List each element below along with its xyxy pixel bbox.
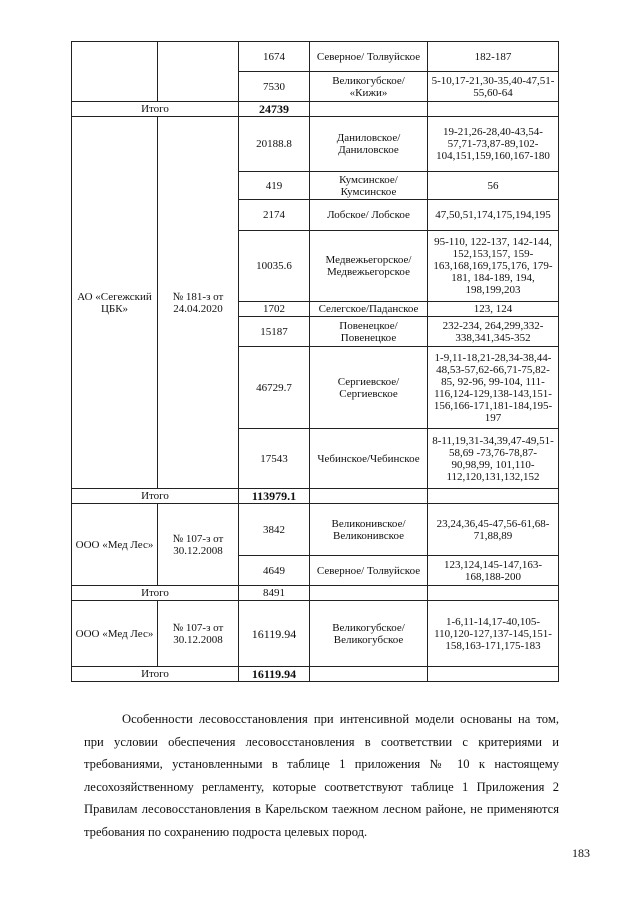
forestry-cell: Великогубское/ «Кижи» [310,72,428,102]
quarters-cell: 47,50,51,174,175,194,195 [428,200,559,231]
forestry-cell: Лобское/ Лобское [310,200,428,231]
table-row [72,601,559,667]
total-row [72,586,559,601]
forestry-cell: Даниловское/ Даниловское [310,117,428,172]
volume-cell: 46729.7 [239,347,310,429]
tenant-cell: ООО «Мед Лес» [72,601,158,667]
forestry-cell: Северное/ Толвуйское [310,42,428,72]
quarters-cell: 23,24,36,45-47,56-61,68-71,88,89 [428,504,559,556]
total-label: Итого [72,102,239,117]
quarters-cell: 232-234, 264,299,332-338,341,345-352 [428,317,559,347]
total-value: 8491 [239,586,310,601]
contract-cell: № 107-з от 30.12.2008 [158,504,239,586]
total-value: 24739 [239,102,310,117]
quarters-cell: 5-10,17-21,30-35,40-47,51-55,60-64 [428,72,559,102]
page-number: 183 [572,846,590,860]
table-row [72,504,559,556]
volume-cell: 3842 [239,504,310,556]
volume-cell: 17543 [239,429,310,489]
tenant-cell: ООО «Мед Лес» [72,504,158,586]
contract-cell: № 181-з от 24.04.2020 [158,117,239,489]
volume-cell: 10035.6 [239,231,310,302]
volume-cell: 20188.8 [239,117,310,172]
volume-cell: 1702 [239,302,310,317]
forestry-cell: Кумсинское/Кумсинское [310,172,428,200]
forestry-cell: Чебинское/Чебинское [310,429,428,489]
forestry-cell: Селегское/Паданское [310,302,428,317]
volume-cell: 419 [239,172,310,200]
empty-contract-cell [158,42,239,102]
volume-cell: 1674 [239,42,310,72]
forestry-cell: Северное/ Толвуйское [310,556,428,586]
forest-lease-table [71,41,559,682]
total-label: Итого [72,667,239,682]
tenant-cell: АО «Сегежский ЦБК» [72,117,158,489]
total-row [72,102,559,117]
quarters-cell: 1-9,11-18,21-28,34-38,44-48,53-57,62-66,71-75,82-85, 92-96, 99-104, 111-116,124-129,138-143,151-156,166-171,181-184,195-197 [428,347,559,429]
volume-cell: 2174 [239,200,310,231]
forestry-cell: Сергиевское/ Сергиевское [310,347,428,429]
quarters-cell: 1-6,11-14,17-40,105-110,120-127,137-145,151-158,163-171,175-183 [428,601,559,667]
total-value: 113979.1 [239,489,310,504]
quarters-cell: 19-21,26-28,40-43,54-57,71-73,87-89,102-104,151,159,160,167-180 [428,117,559,172]
quarters-cell: 8-11,19,31-34,39,47-49,51-58,69 -73,76-78,87-90,98,99, 101,110-112,120,131,132,152 [428,429,559,489]
quarters-cell: 123, 124 [428,302,559,317]
total-label: Итого [72,489,239,504]
forestry-cell: Великонивское/ Великонивское [310,504,428,556]
total-value: 16119.94 [239,667,310,682]
total-row [72,667,559,682]
forestry-cell: Медвежьегорское/ Медвежьегорское [310,231,428,302]
quarters-cell: 182-187 [428,42,559,72]
volume-cell: 15187 [239,317,310,347]
table-row [72,42,559,72]
empty-tenant-cell [72,42,158,102]
volume-cell: 16119.94 [239,601,310,667]
table-row [72,117,559,172]
total-row [72,489,559,504]
paragraph-text: Особенности лесовосстановления при интенсивной модели основаны на том, при условии обеспечения лесовосстановления в соответствии с критериями и требованиями, установленными в таблице 1 приложения № 10 к настоящему лесохозяйственному регламенту, которые соответствуют таблице 1 Приложения 2 Правилам лесовосстановления в Карельском таежном лесном районе, не применяются требования по сохранению подроста целевых пород. [84,712,559,839]
quarters-cell: 56 [428,172,559,200]
contract-cell: № 107-з от 30.12.2008 [158,601,239,667]
body-paragraph [84,708,559,843]
forestry-cell: Великогубское/ Великогубское [310,601,428,667]
quarters-cell: 95-110, 122-137, 142-144, 152,153,157, 159-163,168,169,175,176, 179-181, 184-189, 194, 198,199,203 [428,231,559,302]
volume-cell: 4649 [239,556,310,586]
volume-cell: 7530 [239,72,310,102]
quarters-cell: 123,124,145-147,163-168,188-200 [428,556,559,586]
forestry-cell: Повенецкое/Повенецкое [310,317,428,347]
total-label: Итого [72,586,239,601]
